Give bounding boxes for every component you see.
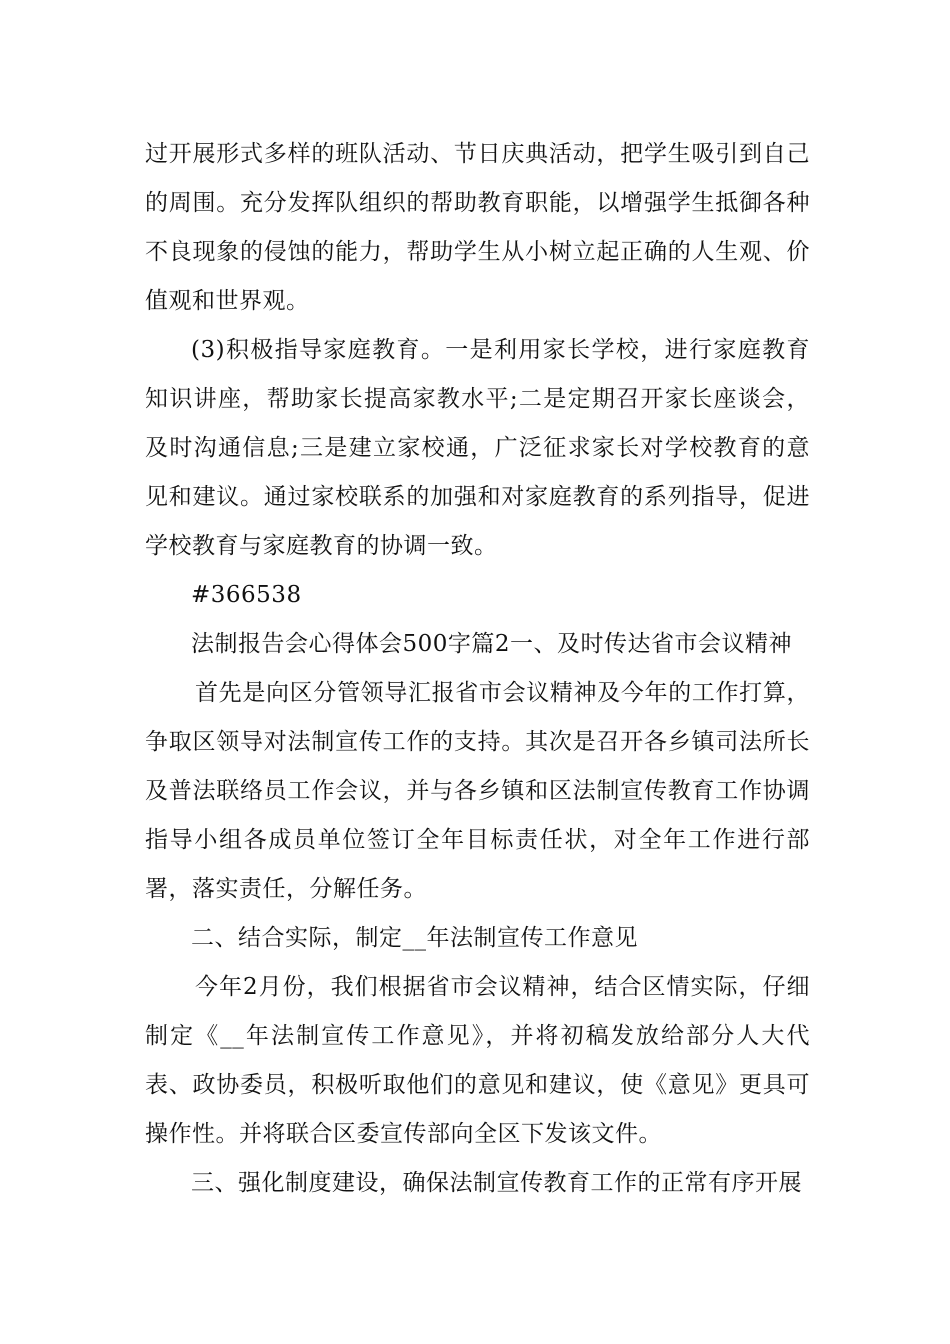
paragraph-continuation: 过开展形式多样的班队活动、节日庆典活动，把学生吸引到自己的周围。充分发挥队组织的帮助教育职能，以增强学生抵御各种不良现象的侵蚀的能力，帮助学生从小树立起正确的人生观、价值观和世界观。 [145,141,810,314]
article-heading: 法制报告会心得体会500字篇2一、及时传达省市会议精神 [191,631,793,657]
document-id-tag: #366538 [191,582,302,608]
paragraph-family-education: (3)积极指导家庭教育。一是利用家长学校，进行家庭教育知识讲座，帮助家长提高家教水平;二是定期召开家长座谈会，及时沟通信息;三是建立家校通，广泛征求家长对学校教育的意见和建议。通过家校联系的加强和对家庭教育的系列指导，促进学校教育与家庭教育的协调一致。 [145,337,810,559]
document-body [145,130,810,1208]
section-heading-two: 二、结合实际，制定__年法制宣传工作意见 [191,925,638,951]
paragraph-report-leadership: 首先是向区分管领导汇报省市会议精神及今年的工作打算，争取区领导对法制宣传工作的支持。其次是召开各乡镇司法所长及普法联络员工作会议，并与各乡镇和区法制宣传教育工作协调指导小组各成员单位签订全年目标责任状，对全年工作进行部署，落实责任，分解任务。 [145,680,810,902]
paragraph-opinion-drafting: 今年2月份，我们根据省市会议精神，结合区情实际，仔细制定《__年法制宣传工作意见》，并将初稿发放给部分人大代表、政协委员，积极听取他们的意见和建议，使《意见》更具可操作性。并将联合区委宣传部向全区下发该文件。 [145,974,810,1147]
section-heading-three: 三、强化制度建设，确保法制宣传教育工作的正常有序开展 [191,1170,802,1196]
